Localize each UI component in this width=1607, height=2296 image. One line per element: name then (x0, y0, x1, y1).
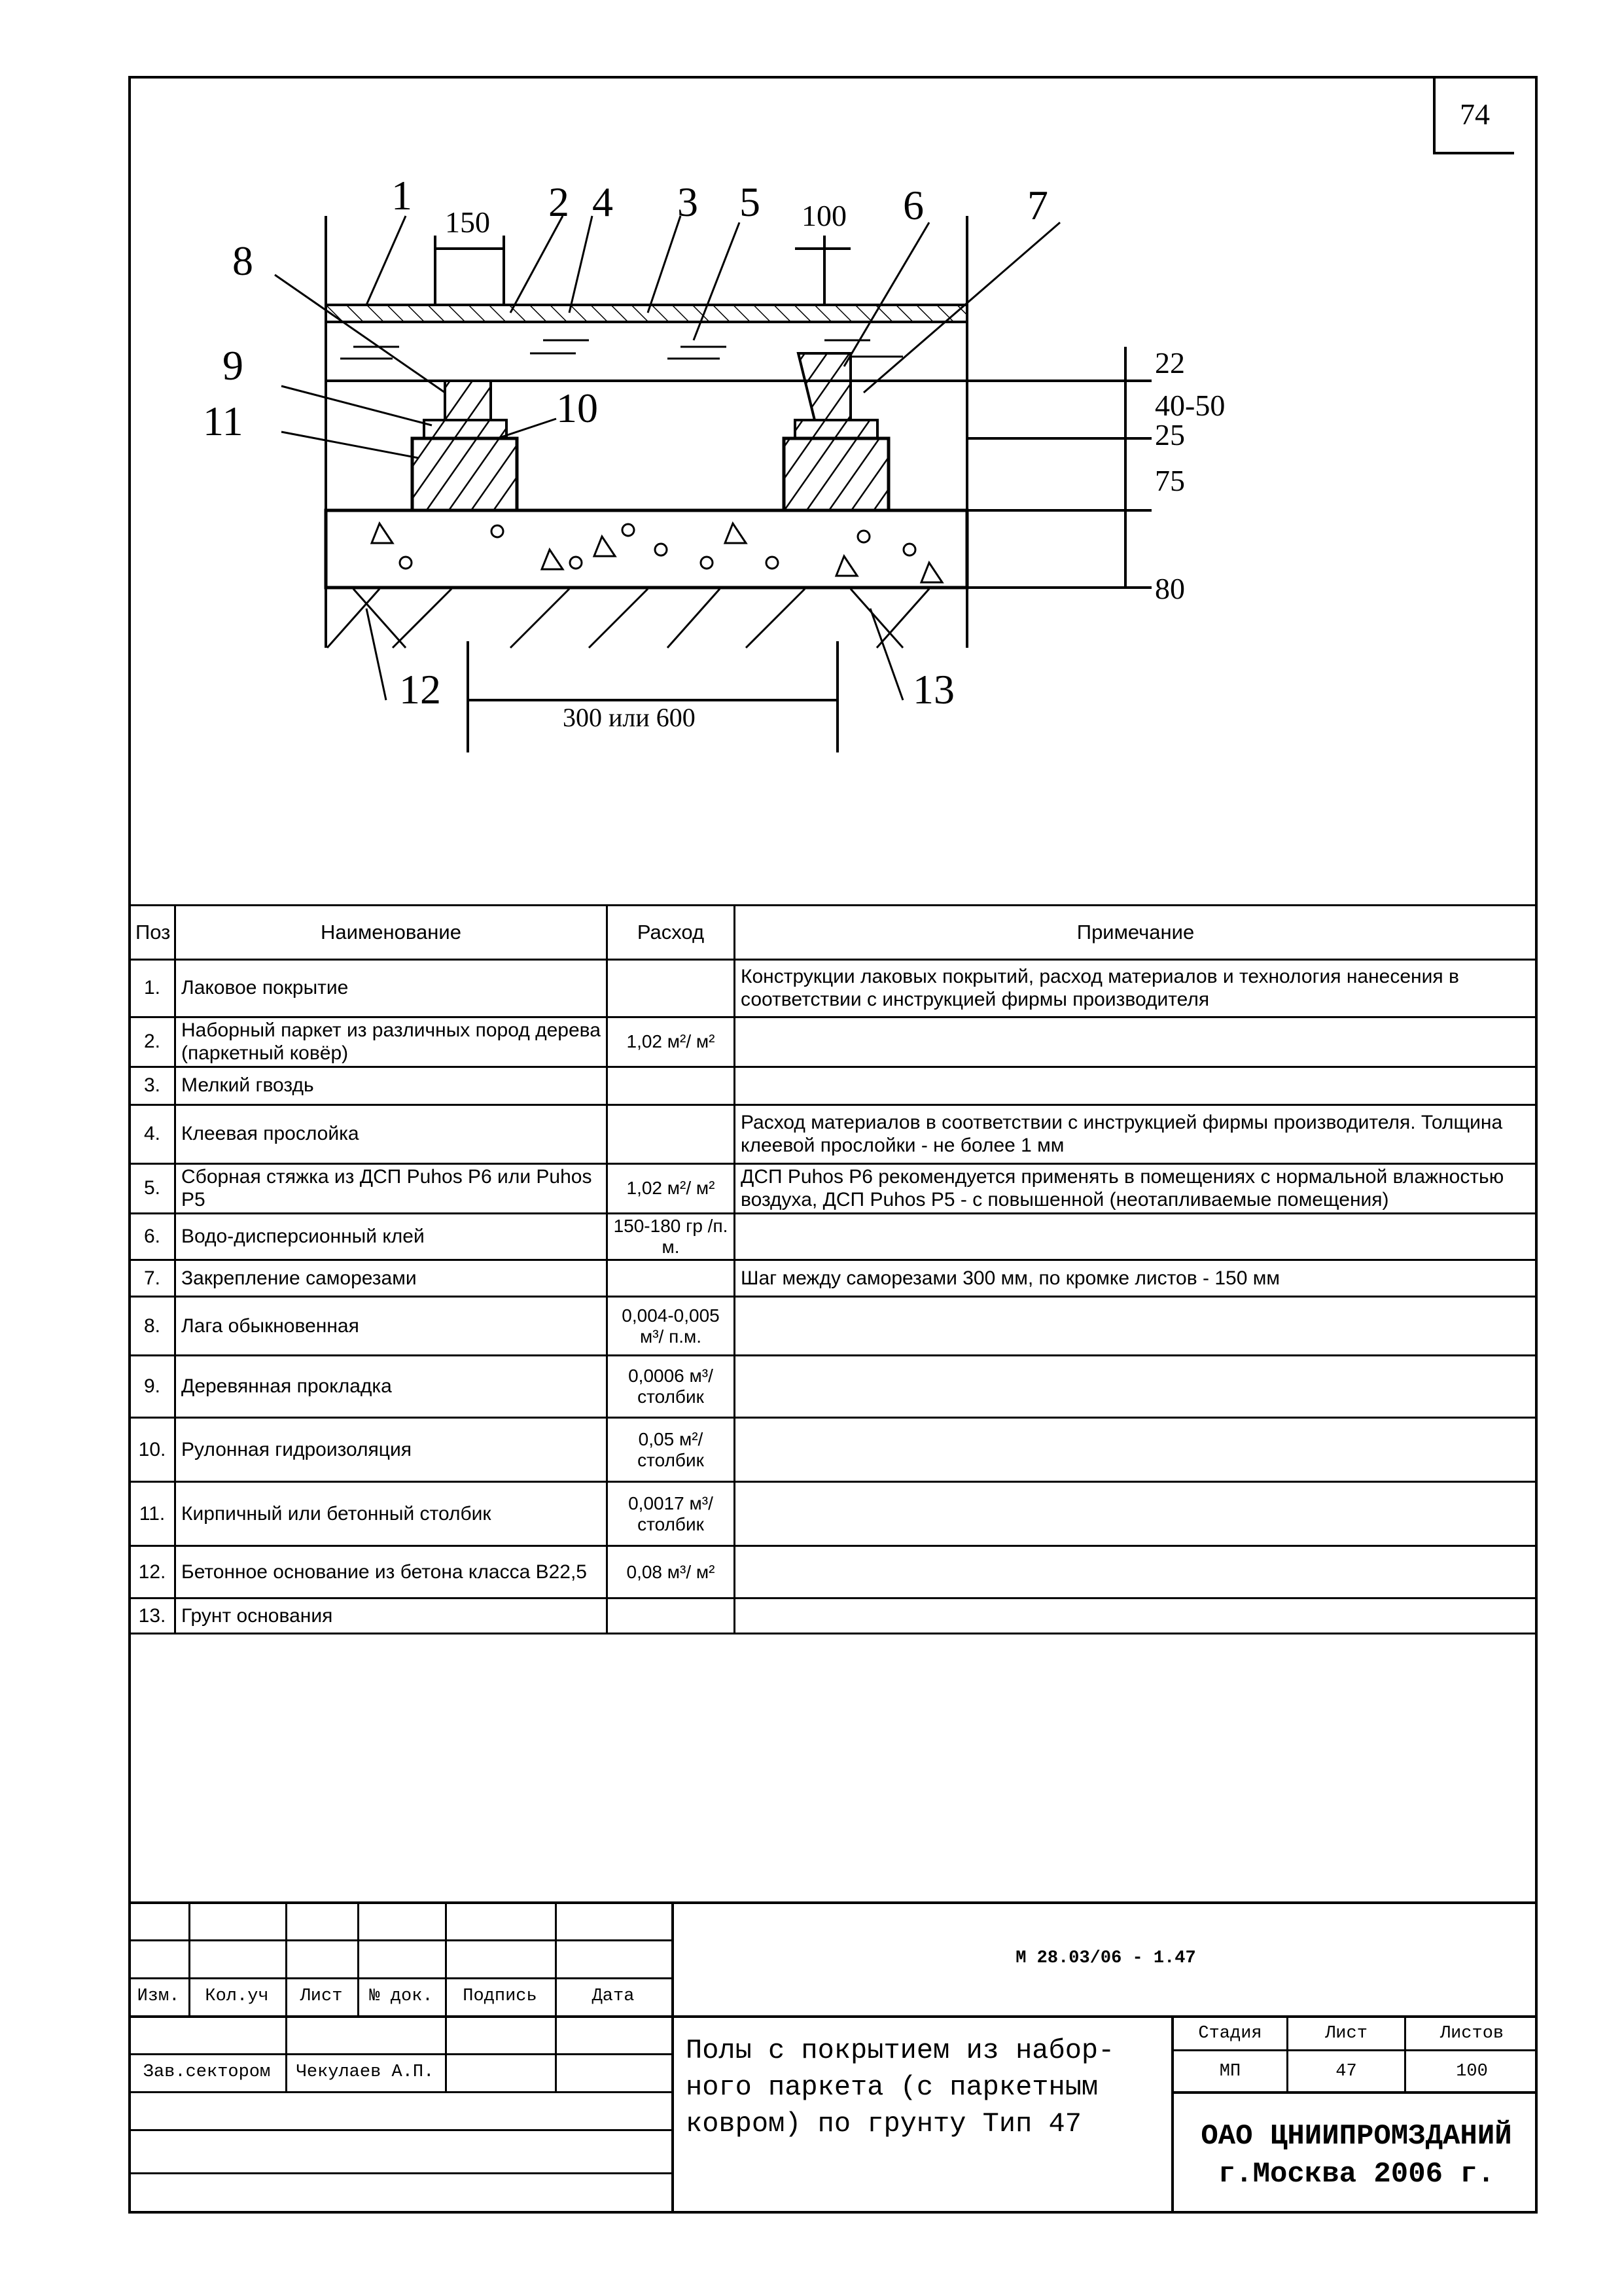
header-rate: Расход (607, 906, 735, 960)
table-row: 11. Кирпичный или бетонный столбик 0,0017 м³/ столбик (130, 1482, 1537, 1546)
right-dimensions (968, 347, 1152, 588)
callout-8: 8 (232, 238, 253, 284)
concrete-base (326, 510, 967, 588)
table-row: 13. Грунт основания (130, 1598, 1537, 1634)
callout-7: 7 (1027, 182, 1048, 228)
particleboard-layer (326, 322, 967, 381)
callout-9: 9 (222, 342, 243, 389)
title-line: ного паркета (с паркетным (686, 2072, 1099, 2103)
document-code: М 28.03/06 - 1.47 (1015, 1949, 1196, 1968)
title-block (128, 1901, 1538, 2214)
callout-2: 2 (548, 179, 569, 225)
page-number: 74 (1433, 76, 1514, 154)
span-dimension (468, 641, 838, 752)
title-line: ковром) по грунту Тип 47 (686, 2108, 1082, 2140)
dim-150: 150 (445, 205, 490, 239)
header-name: Наименование (175, 906, 607, 960)
col-sign: Подпись (463, 1987, 537, 2006)
sheets-label: Листов (1439, 2024, 1504, 2043)
header-note: Примечание (735, 906, 1537, 960)
joist-left (412, 381, 517, 510)
callout-1: 1 (391, 172, 412, 219)
floor-section-drawing (0, 0, 1607, 903)
col-kol: Кол.уч (205, 1987, 269, 2006)
col-doc: № док. (369, 1987, 433, 2006)
callout-10: 10 (556, 385, 598, 431)
title-line: Полы с покрытием из набор- (686, 2035, 1115, 2066)
sheet-value: 47 (1335, 2061, 1357, 2081)
table-row: 9. Деревянная прокладка 0,0006 м³/ столбик (130, 1356, 1537, 1418)
dim-40-50: 40-50 (1155, 389, 1226, 422)
top-dimensions (435, 236, 851, 305)
table-row: 6. Водо-дисперсионный клей 150-180 гр /п. м. (130, 1214, 1537, 1260)
col-list: Лист (300, 1987, 343, 2006)
materials-table (128, 904, 1538, 1634)
callout-11: 11 (203, 398, 243, 444)
table-row: 8. Лага обыкновенная 0,004-0,005 м³/ п.м. (130, 1297, 1537, 1356)
ground-hatch (327, 589, 929, 648)
sheet-label: Лист (1325, 2024, 1368, 2043)
table-row: 2. Наборный паркет из различных пород дерева (паркетный ковёр) 1,02 м²/ м² (130, 1017, 1537, 1067)
callout-4: 4 (592, 179, 613, 225)
person-name: Чекулаев А.П. (296, 2062, 434, 2082)
dim-span: 300 или 600 (563, 703, 696, 732)
callout-13: 13 (913, 666, 955, 713)
dim-100: 100 (802, 199, 847, 232)
col-izm: Изм. (137, 1987, 180, 2006)
table-row: 12. Бетонное основание из бетона класса В22,5 0,08 м³/ м² (130, 1546, 1537, 1598)
document-title (686, 2032, 1163, 2142)
table-row: 10. Рулонная гидроизоляция 0,05 м²/ столбик (130, 1418, 1537, 1482)
org-line: г.Москва 2006 г. (1218, 2158, 1495, 2191)
dim-22: 22 (1155, 346, 1185, 380)
stage-value: МП (1219, 2061, 1241, 2081)
leader-lines (275, 216, 1060, 700)
table-header (130, 906, 1537, 960)
table-row: 5. Сборная стяжка из ДСП Puhos P6 или Puhos P5 1,02 м²/ м² ДСП Puhos P6 рекомендуется применять в помещениях с нормальной влажностью воздуха, ДСП Puhos P5 - с повышенной (неотапливаемые помещения) (130, 1164, 1537, 1214)
callout-6: 6 (903, 182, 924, 228)
table-row: 3. Мелкий гвоздь (130, 1067, 1537, 1105)
header-pos: Поз (130, 906, 175, 960)
table-row: 7. Закрепление саморезами Шаг между саморезами 300 мм, по кромке листов - 150 мм (130, 1260, 1537, 1297)
org-line: ОАО ЦНИИПРОМЗДАНИЙ (1201, 2120, 1512, 2153)
stage-label: Стадия (1198, 2024, 1262, 2043)
dim-80: 80 (1155, 572, 1185, 605)
organization (1175, 2117, 1538, 2193)
table-row: 4. Клеевая прослойка Расход материалов в соответствии с инструкцией фирмы производителя. Толщина клеевой прослойки - не более 1 мм (130, 1105, 1537, 1164)
callout-3: 3 (677, 179, 698, 225)
callout-12: 12 (399, 666, 441, 713)
table-row: 1. Лаковое покрытие Конструкции лаковых покрытий, расход материалов и технология нанесения в соответствии с инструкцией фирмы производителя (130, 960, 1537, 1017)
dim-25: 25 (1155, 418, 1185, 451)
role-text: Зав.сектором (143, 2062, 271, 2082)
dim-75: 75 (1155, 464, 1185, 497)
sheets-value: 100 (1456, 2061, 1488, 2081)
callout-5: 5 (739, 179, 760, 225)
col-date: Дата (592, 1987, 635, 2006)
